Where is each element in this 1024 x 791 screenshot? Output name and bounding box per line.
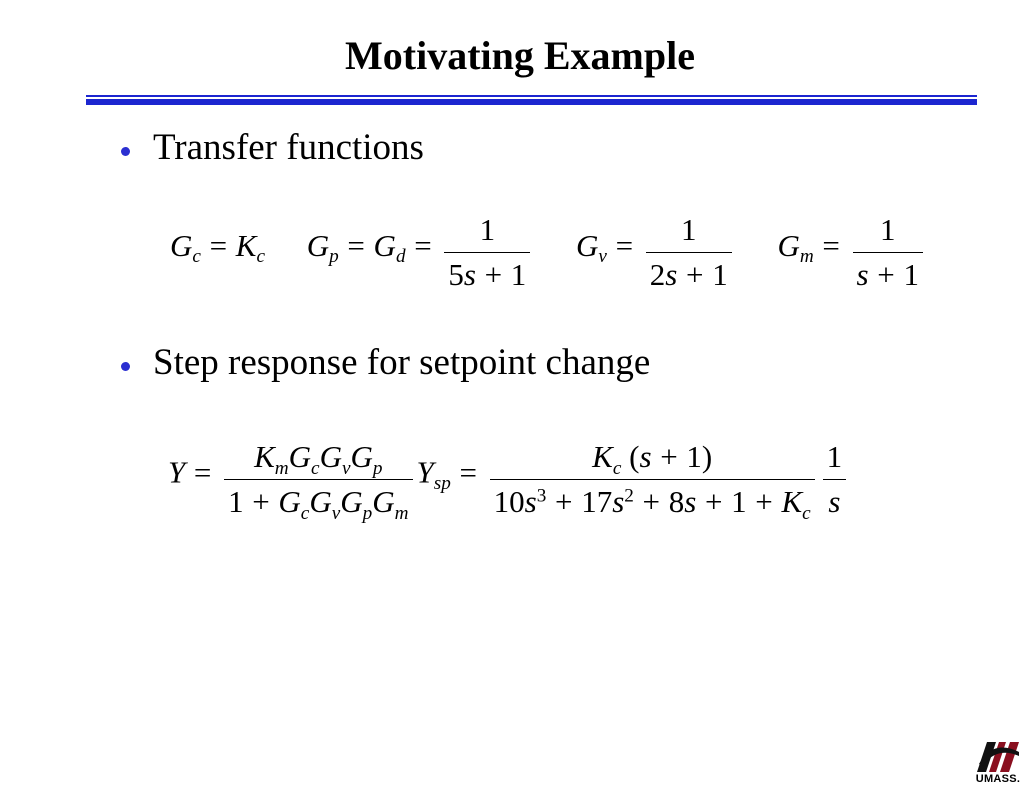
umass-logo-mark — [975, 738, 1021, 774]
gv-definition: $G_v$ = $\frac{1}{2s + 1}$ — [576, 228, 736, 263]
umass-logo — [975, 738, 1021, 788]
umass-logo-text: UMASS. — [975, 773, 1021, 785]
bullet-dot — [121, 362, 130, 371]
gp-gd-definition: $G_p = G_d$ = $\frac{1}{5s + 1}$ — [307, 228, 535, 263]
transfer-functions-equations — [170, 207, 927, 290]
gc-definition: $G_c = K_c$ — [170, 227, 265, 268]
title-rule-thick — [86, 99, 977, 105]
bullet-dot — [121, 147, 130, 156]
closed-loop-fraction: $\frac{K_mG_cG_vG_p}{1 + G_cG_vG_pG_m}$ — [224, 438, 412, 521]
bullet-text: Step response for setpoint change — [153, 342, 651, 383]
slide-title: Motivating Example — [345, 33, 695, 78]
gm-definition: $G_m$ = $\frac{1}{s + 1}$ — [777, 228, 927, 263]
bullet-text: Transfer functions — [153, 127, 424, 168]
polynomial-fraction: $\frac{K_c (s + 1)}{10s^3 + 17s^2 + 8s + 1 + K_c}$ — [490, 438, 815, 521]
step-response-equation: Y = $\frac{K_mG_cG_vG_p}{1 + G_cG_vG_pG_m}$ $Y_{sp}$ = $\frac{K_c (s + 1)}{10s^3 + 17s^2 + 8s + 1 + K_c}$ $\frac{1}{s}$ — [168, 434, 850, 517]
step-input-fraction: $\frac{1}{s}$ — [823, 438, 847, 521]
title-rule-thin — [86, 95, 977, 97]
